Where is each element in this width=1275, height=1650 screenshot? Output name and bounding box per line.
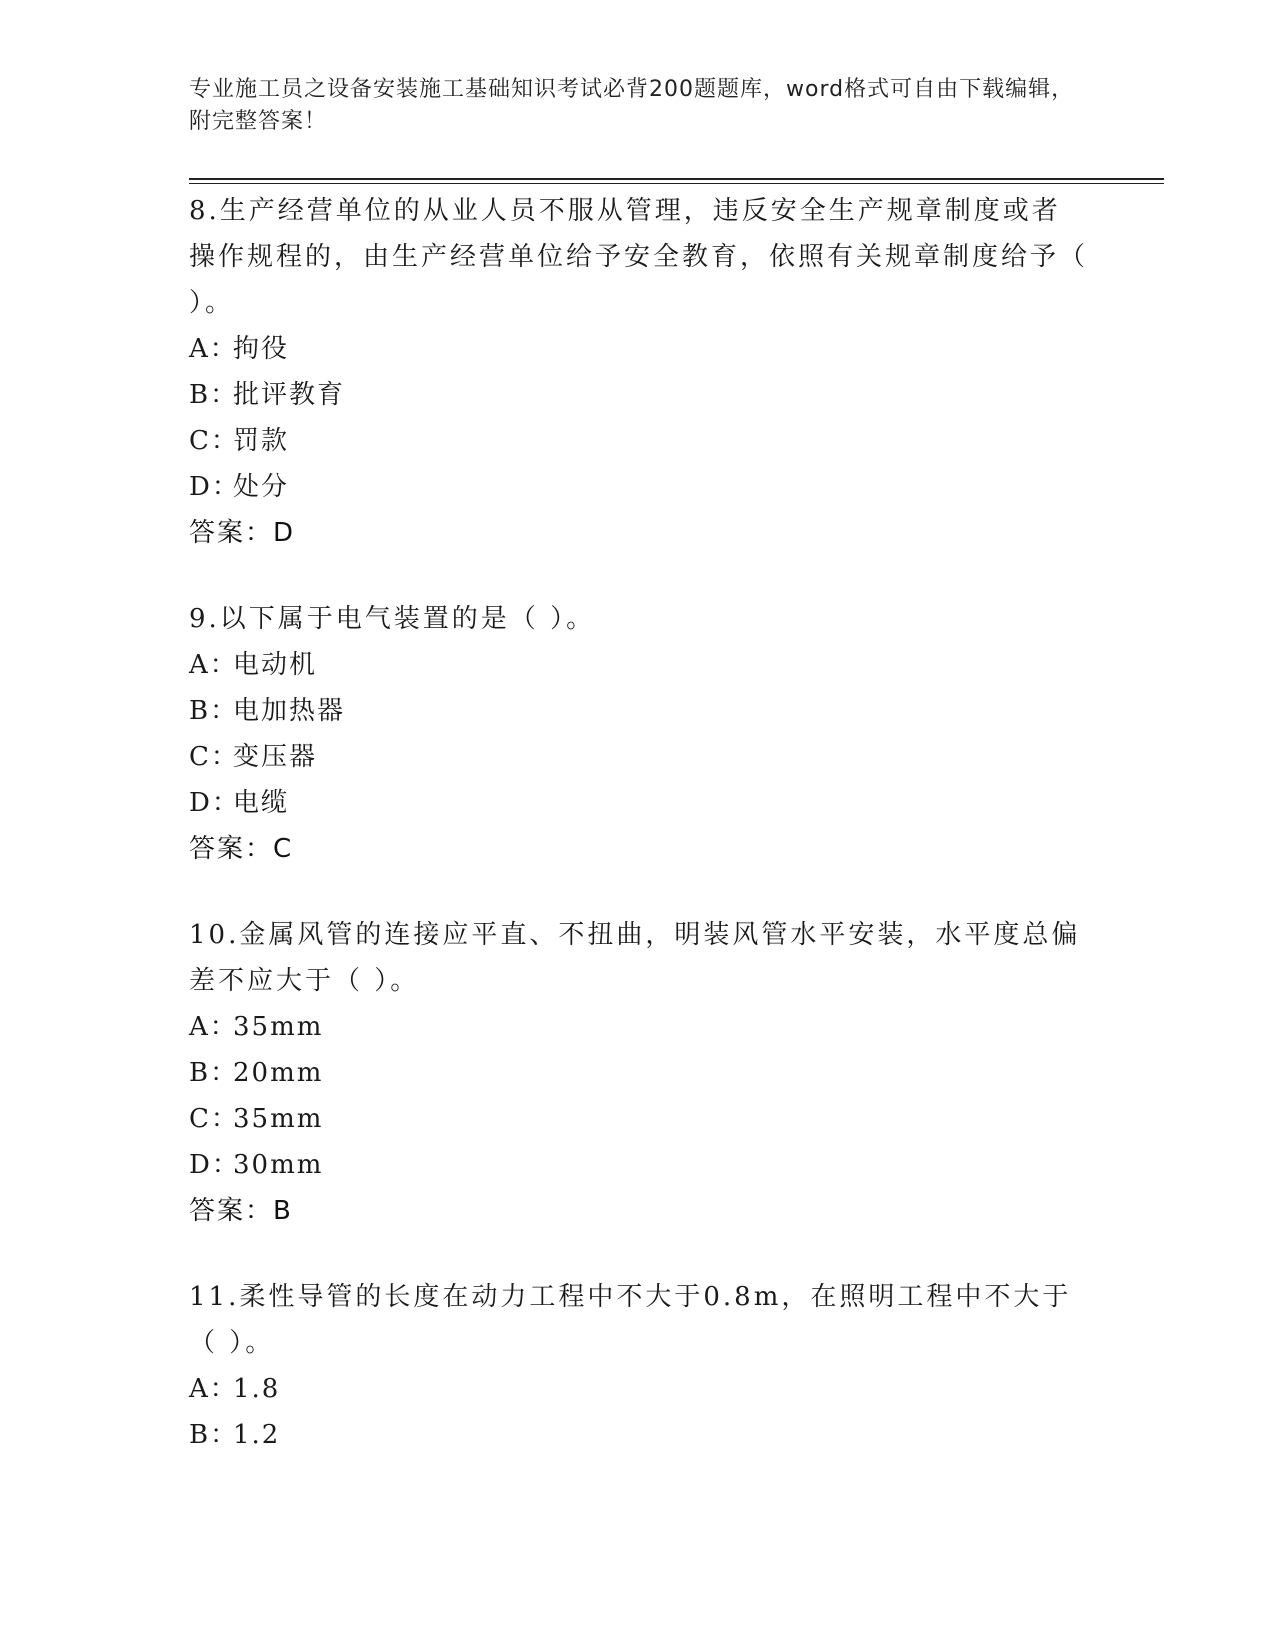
question-block <box>189 912 1089 1234</box>
answer-option <box>189 734 1089 780</box>
option-text: 1.2 <box>233 1420 281 1450</box>
answer-key: 答案：C <box>189 834 294 864</box>
question-block <box>189 596 1089 872</box>
option-text: 30mm <box>233 1150 324 1180</box>
option-text: 电缆 <box>233 788 290 818</box>
answer-option <box>189 1050 1089 1096</box>
option-letter: C： <box>189 1104 239 1134</box>
answer-option <box>189 642 1089 688</box>
option-letter: B： <box>189 380 239 410</box>
option-letter: A： <box>189 334 238 364</box>
option-letter: C： <box>189 426 239 456</box>
document-header: 专业施工员之设备安装施工基础知识考试必背200题题库，word格式可自由下载编辑，附完整答案！ <box>189 77 1075 134</box>
option-text: 批评教育 <box>233 380 346 410</box>
question-list <box>189 188 1089 1498</box>
option-letter: D： <box>189 788 240 818</box>
question-stem: 10.金属风管的连接应平直、不扭曲，明装风管水平安装，水平度总偏差不应大于（ ）。 <box>189 920 1081 996</box>
option-text: 变压器 <box>233 742 318 772</box>
option-text: 20mm <box>233 1058 324 1088</box>
option-text: 35mm <box>233 1012 324 1042</box>
option-text: 35mm <box>233 1104 324 1134</box>
option-letter: B： <box>189 1058 239 1088</box>
option-text: 拘役 <box>233 334 290 364</box>
answer-option <box>189 418 1089 464</box>
answer-option <box>189 1142 1089 1188</box>
question-stem: 8.生产经营单位的从业人员不服从管理，违反安全生产规章制度或者操作规程的，由生产经营单位给予安全教育，依照有关规章制度给予（ ）。 <box>189 196 1089 318</box>
answer-option <box>189 688 1089 734</box>
answer-key: 答案：D <box>189 518 296 548</box>
answer-option <box>189 780 1089 826</box>
option-letter: A： <box>189 1012 238 1042</box>
answer-option <box>189 1096 1089 1142</box>
question-stem: 9.以下属于电气装置的是（ ）。 <box>189 604 596 634</box>
header-divider-thin <box>189 183 1164 184</box>
option-text: 电动机 <box>233 650 318 680</box>
option-letter: D： <box>189 472 240 502</box>
option-text: 电加热器 <box>233 696 346 726</box>
option-text: 罚款 <box>233 426 290 456</box>
answer-option <box>189 1004 1089 1050</box>
option-text: 处分 <box>233 472 290 502</box>
question-stem: 11.柔性导管的长度在动力工程中不大于0.8m，在照明工程中不大于（ ）。 <box>189 1282 1072 1358</box>
answer-option <box>189 326 1089 372</box>
answer-option <box>189 1366 1089 1412</box>
option-letter: A： <box>189 1374 238 1404</box>
header-divider <box>189 178 1164 180</box>
option-letter: D： <box>189 1150 240 1180</box>
answer-option <box>189 464 1089 510</box>
answer-key: 答案：B <box>189 1196 293 1226</box>
answer-option <box>189 1412 1089 1458</box>
question-block <box>189 188 1089 556</box>
option-letter: A： <box>189 650 238 680</box>
question-block <box>189 1274 1089 1458</box>
option-letter: C： <box>189 742 239 772</box>
answer-option <box>189 372 1089 418</box>
option-text: 1.8 <box>233 1374 281 1404</box>
option-letter: B： <box>189 1420 239 1450</box>
option-letter: B： <box>189 696 239 726</box>
